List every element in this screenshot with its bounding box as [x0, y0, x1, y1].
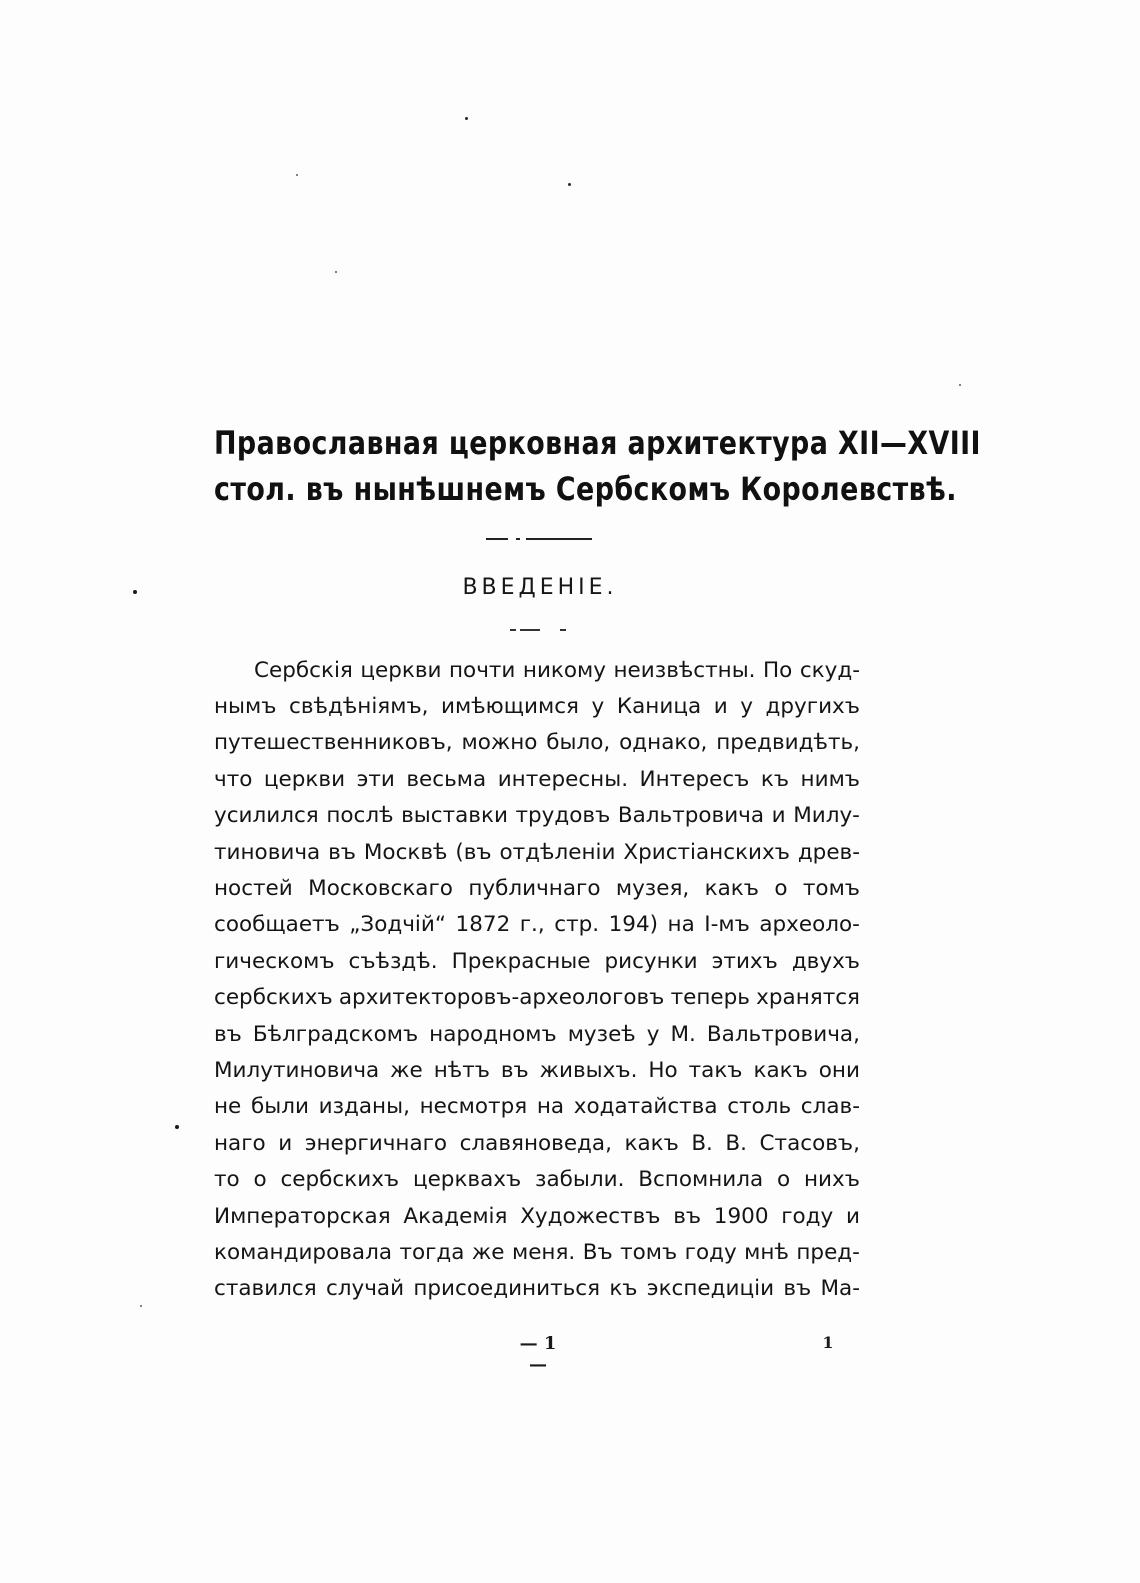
body-word: народномъ: [429, 1021, 557, 1047]
body-word: съѣздѣ.: [348, 948, 438, 974]
body-word: командировала: [214, 1239, 392, 1265]
body-word: въ: [214, 1021, 242, 1047]
body-word: М.: [670, 1021, 696, 1047]
scan-speck: [296, 174, 298, 176]
scan-speck: [175, 1125, 179, 1129]
body-word: меня.: [511, 1239, 576, 1265]
body-word: Христіанскихъ: [623, 839, 790, 865]
body-word: пред-: [796, 1239, 860, 1265]
body-word: 1872: [455, 912, 511, 938]
body-word: томъ: [802, 876, 860, 902]
body-word: забыли.: [535, 1167, 625, 1193]
scan-speck: [568, 183, 571, 186]
body-word: почти: [448, 657, 516, 683]
body-word: ставился: [214, 1276, 317, 1302]
body-line: [214, 834, 860, 870]
body-word: у: [591, 694, 605, 720]
body-line: [214, 870, 860, 906]
body-line: [214, 688, 860, 724]
body-word: музеѣ: [567, 1021, 636, 1047]
body-word: Ма-: [820, 1276, 860, 1302]
body-word: о: [777, 1167, 791, 1193]
body-line: [214, 1161, 860, 1197]
body-word: въ: [328, 839, 356, 865]
body-word: г.,: [519, 912, 545, 938]
body-word: славяноведа,: [459, 1130, 612, 1156]
body-word: экспедиціи: [646, 1276, 775, 1302]
body-word: архитекторовъ-археологовъ: [338, 985, 665, 1011]
body-word: Академія: [403, 1203, 508, 1229]
body-word: Вальтровича: [617, 803, 765, 829]
body-word: музея,: [615, 876, 690, 902]
body-word: эти: [356, 766, 395, 792]
body-word: были: [250, 1094, 309, 1120]
body-word: Прекрасные: [451, 948, 591, 974]
body-word: Московскаго: [308, 876, 453, 902]
body-word: Каница: [616, 694, 702, 720]
body-word: В.: [691, 1130, 713, 1156]
body-word: какъ: [704, 876, 759, 902]
body-word: можно: [461, 730, 538, 756]
body-word: нимъ: [800, 766, 860, 792]
body-word: къ: [760, 766, 790, 792]
body-word: послѣ: [326, 803, 394, 829]
scan-speck: [335, 271, 337, 273]
body-word: археоло-: [759, 912, 860, 938]
body-word: однако,: [619, 730, 708, 756]
body-word: у: [740, 694, 753, 720]
section-heading: ВВЕДЕНІЕ.: [462, 575, 618, 600]
body-word: какъ: [753, 1057, 808, 1083]
body-word: случай: [325, 1276, 405, 1302]
body-word: другихъ: [765, 694, 860, 720]
body-word: никому: [522, 657, 607, 683]
body-word: В.: [725, 1130, 748, 1156]
body-word: томъ: [620, 1239, 678, 1265]
scan-speck: [959, 384, 961, 386]
body-word: теперь: [670, 985, 750, 1011]
body-word: двухъ: [791, 948, 860, 974]
body-word: что: [214, 766, 253, 792]
body-line: [214, 1089, 860, 1125]
body-word: году: [684, 1239, 737, 1265]
body-word: несмотря: [419, 1094, 528, 1120]
body-word: Въ: [582, 1239, 613, 1265]
body-word: отдѣленіи: [499, 839, 616, 865]
body-word: интересны.: [497, 766, 629, 792]
body-word: Художествъ: [520, 1203, 661, 1229]
scan-speck: [465, 117, 468, 120]
body-line: [214, 1125, 860, 1161]
body-word: предвидѣть,: [716, 730, 860, 756]
body-word: стр.: [554, 912, 600, 938]
body-word: нихъ: [803, 1167, 860, 1193]
body-word: I-мъ: [704, 912, 750, 938]
body-word: 194): [608, 912, 659, 938]
scan-speck: [140, 1305, 142, 1307]
page-number: — 1 —: [519, 1333, 557, 1375]
body-word: то: [214, 1167, 240, 1193]
body-word: въ: [673, 1203, 702, 1229]
body-word: скуд-: [799, 657, 860, 683]
body-word: такъ: [688, 1057, 743, 1083]
body-word: сообщаетъ: [214, 912, 340, 938]
title-line-2: стол. въ нынѣшнемъ Сербскомъ Королевствѣ.: [214, 470, 957, 508]
body-word: Вальтровича,: [706, 1021, 860, 1047]
body-word: ностей: [214, 876, 293, 902]
body-word: къ: [609, 1276, 638, 1302]
title-line-1: Православная церковная архитектура XII—XVIII: [214, 424, 981, 462]
body-word: путешественниковъ,: [214, 730, 453, 756]
body-word: и: [713, 694, 728, 720]
document-title: [214, 420, 981, 512]
body-line: [214, 980, 860, 1016]
body-word: Москвѣ: [363, 839, 448, 865]
body-word: трудовъ: [515, 803, 611, 829]
body-word: (въ: [455, 839, 492, 865]
body-line: [214, 1052, 860, 1088]
body-word: Интересъ: [639, 766, 750, 792]
scan-speck: [133, 590, 137, 594]
body-word: слав-: [800, 1094, 860, 1120]
body-word: Стасовъ,: [759, 1130, 860, 1156]
body-word: Но: [648, 1057, 678, 1083]
body-word: Бѣлградскомъ: [252, 1021, 419, 1047]
body-line: [214, 761, 860, 797]
body-word: Милутиновича: [214, 1057, 380, 1083]
body-word: они: [818, 1057, 860, 1083]
body-word: нымъ: [214, 694, 277, 720]
body-word: и: [278, 1130, 293, 1156]
body-word: изданы,: [318, 1094, 410, 1120]
body-word: церквахъ: [412, 1167, 522, 1193]
body-word: „Зодчій“: [349, 912, 447, 938]
body-text: [214, 652, 860, 1307]
body-word: этихъ: [711, 948, 778, 974]
body-word: хранятся: [756, 985, 860, 1011]
body-line: [214, 1271, 860, 1307]
body-word: о: [774, 876, 788, 902]
signature-mark: 1: [822, 1333, 834, 1352]
body-line: [214, 1016, 860, 1052]
body-word: мнѣ: [744, 1239, 789, 1265]
body-word: и: [845, 1203, 860, 1229]
body-word: Вспомнила: [638, 1167, 764, 1193]
body-word: же: [471, 1239, 505, 1265]
body-word: столь: [727, 1094, 792, 1120]
body-word: живыхъ.: [539, 1057, 638, 1083]
title-ornament-rule: [486, 537, 594, 541]
body-word: энергичнаго: [304, 1130, 448, 1156]
body-line: [214, 1234, 860, 1270]
body-word: древ-: [797, 839, 860, 865]
body-word: выставки: [401, 803, 508, 829]
body-word: церкви: [360, 657, 442, 683]
body-word: въ: [783, 1276, 812, 1302]
body-word: неизвѣстны.: [613, 657, 756, 683]
body-line: [214, 652, 860, 688]
body-word: на: [667, 912, 695, 938]
body-word: Императорская: [214, 1203, 391, 1229]
body-word: тогда: [399, 1239, 465, 1265]
body-word: имѣющимся: [441, 694, 579, 720]
body-word: сербскихъ: [280, 1167, 400, 1193]
body-word: присоединиться: [413, 1276, 601, 1302]
body-word: Сербскія: [254, 657, 353, 683]
body-word: ходатайства: [573, 1094, 718, 1120]
body-word: весьма: [406, 766, 487, 792]
body-word: на: [536, 1094, 565, 1120]
body-word: 1900: [713, 1203, 769, 1229]
body-word: было,: [546, 730, 611, 756]
body-word: публичнаго: [468, 876, 601, 902]
body-word: свѣдѣніямъ,: [289, 694, 429, 720]
body-line: [214, 725, 860, 761]
body-line: [214, 1198, 860, 1234]
body-line: [214, 798, 860, 834]
body-word: сербскихъ: [214, 985, 333, 1011]
body-word: рисунки: [604, 948, 698, 974]
body-line: [214, 943, 860, 979]
body-word: церкви: [263, 766, 346, 792]
heading-ornament-rule: [510, 628, 568, 632]
body-word: же: [390, 1057, 423, 1083]
body-word: о: [253, 1167, 267, 1193]
body-word: и: [771, 803, 786, 829]
body-word: году: [781, 1203, 834, 1229]
body-word: какъ: [624, 1130, 679, 1156]
body-word: тиновича: [214, 839, 321, 865]
body-word: въ: [500, 1057, 529, 1083]
body-word: гическомъ: [214, 948, 335, 974]
body-word: Милу-: [793, 803, 860, 829]
body-line: [214, 907, 860, 943]
body-word: усилился: [214, 803, 319, 829]
body-word: нѣтъ: [433, 1057, 490, 1083]
body-word: По: [763, 657, 793, 683]
body-word: у: [646, 1021, 660, 1047]
body-word: наго: [214, 1130, 266, 1156]
body-word: не: [214, 1094, 242, 1120]
